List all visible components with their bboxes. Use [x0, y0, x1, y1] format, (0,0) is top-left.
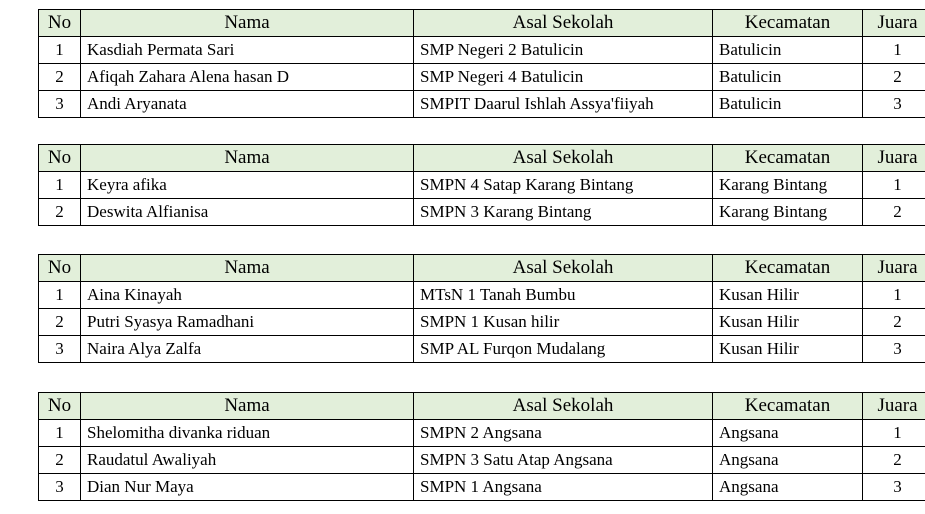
cell-nama: Aina Kinayah — [81, 282, 414, 309]
table-row — [39, 447, 925, 474]
table-row — [39, 199, 925, 226]
cell-kecamatan: Kusan Hilir — [713, 336, 863, 363]
table-row — [39, 420, 925, 447]
cell-no: 1 — [39, 282, 81, 309]
cell-nama: Shelomitha divanka riduan — [81, 420, 414, 447]
cell-juara: 2 — [863, 309, 925, 336]
header-asal-sekolah: Asal Sekolah — [414, 393, 713, 420]
cell-asal-sekolah: SMPN 2 Angsana — [414, 420, 713, 447]
header-nama: Nama — [81, 255, 414, 282]
cell-nama: Afiqah Zahara Alena hasan D — [81, 64, 414, 91]
table-header-row — [39, 255, 925, 282]
cell-asal-sekolah: SMP Negeri 4 Batulicin — [414, 64, 713, 91]
cell-asal-sekolah: SMPN 1 Kusan hilir — [414, 309, 713, 336]
cell-kecamatan: Karang Bintang — [713, 199, 863, 226]
cell-no: 3 — [39, 474, 81, 501]
cell-juara: 3 — [863, 474, 925, 501]
cell-kecamatan: Kusan Hilir — [713, 282, 863, 309]
cell-juara: 2 — [863, 199, 925, 226]
header-nama: Nama — [81, 393, 414, 420]
header-no: No — [39, 145, 81, 172]
cell-asal-sekolah: MTsN 1 Tanah Bumbu — [414, 282, 713, 309]
table-row — [39, 282, 925, 309]
cell-kecamatan: Angsana — [713, 447, 863, 474]
cell-asal-sekolah: SMPIT Daarul Ishlah Assya'fiiyah — [414, 91, 713, 118]
results-table-kusan-hilir — [38, 254, 925, 363]
header-nama: Nama — [81, 145, 414, 172]
cell-nama: Andi Aryanata — [81, 91, 414, 118]
cell-juara: 1 — [863, 172, 925, 199]
table-header-row — [39, 145, 925, 172]
cell-nama: Raudatul Awaliyah — [81, 447, 414, 474]
header-no: No — [39, 10, 81, 37]
table-row — [39, 309, 925, 336]
cell-no: 3 — [39, 336, 81, 363]
results-table-karang-bintang — [38, 144, 925, 226]
header-no: No — [39, 255, 81, 282]
cell-kecamatan: Angsana — [713, 474, 863, 501]
cell-juara: 2 — [863, 64, 925, 91]
cell-no: 2 — [39, 64, 81, 91]
header-nama: Nama — [81, 10, 414, 37]
cell-kecamatan: Batulicin — [713, 64, 863, 91]
header-juara: Juara — [863, 10, 925, 37]
table-header-row — [39, 393, 925, 420]
table-row — [39, 336, 925, 363]
cell-juara: 3 — [863, 336, 925, 363]
cell-no: 2 — [39, 309, 81, 336]
cell-no: 1 — [39, 37, 81, 64]
header-juara: Juara — [863, 255, 925, 282]
header-kecamatan: Kecamatan — [713, 145, 863, 172]
cell-nama: Dian Nur Maya — [81, 474, 414, 501]
cell-asal-sekolah: SMPN 4 Satap Karang Bintang — [414, 172, 713, 199]
cell-nama: Naira Alya Zalfa — [81, 336, 414, 363]
results-table-batulicin — [38, 9, 925, 118]
cell-juara: 3 — [863, 91, 925, 118]
cell-kecamatan: Angsana — [713, 420, 863, 447]
cell-asal-sekolah: SMPN 3 Satu Atap Angsana — [414, 447, 713, 474]
cell-juara: 2 — [863, 447, 925, 474]
cell-nama: Deswita Alfianisa — [81, 199, 414, 226]
cell-no: 2 — [39, 199, 81, 226]
cell-juara: 1 — [863, 420, 925, 447]
cell-asal-sekolah: SMP AL Furqon Mudalang — [414, 336, 713, 363]
table-row — [39, 91, 925, 118]
cell-juara: 1 — [863, 37, 925, 64]
cell-nama: Kasdiah Permata Sari — [81, 37, 414, 64]
header-kecamatan: Kecamatan — [713, 10, 863, 37]
header-asal-sekolah: Asal Sekolah — [414, 255, 713, 282]
cell-nama: Putri Syasya Ramadhani — [81, 309, 414, 336]
cell-nama: Keyra afika — [81, 172, 414, 199]
cell-no: 3 — [39, 91, 81, 118]
header-juara: Juara — [863, 393, 925, 420]
cell-kecamatan: Karang Bintang — [713, 172, 863, 199]
cell-asal-sekolah: SMP Negeri 2 Batulicin — [414, 37, 713, 64]
cell-kecamatan: Batulicin — [713, 91, 863, 118]
results-table-angsana — [38, 392, 925, 501]
table-header-row — [39, 10, 925, 37]
header-juara: Juara — [863, 145, 925, 172]
cell-kecamatan: Batulicin — [713, 37, 863, 64]
cell-no: 2 — [39, 447, 81, 474]
header-asal-sekolah: Asal Sekolah — [414, 10, 713, 37]
cell-no: 1 — [39, 420, 81, 447]
header-asal-sekolah: Asal Sekolah — [414, 145, 713, 172]
header-kecamatan: Kecamatan — [713, 255, 863, 282]
cell-asal-sekolah: SMPN 1 Angsana — [414, 474, 713, 501]
table-row — [39, 64, 925, 91]
cell-juara: 1 — [863, 282, 925, 309]
table-row — [39, 172, 925, 199]
table-row — [39, 37, 925, 64]
table-row — [39, 474, 925, 501]
cell-no: 1 — [39, 172, 81, 199]
header-no: No — [39, 393, 81, 420]
header-kecamatan: Kecamatan — [713, 393, 863, 420]
cell-asal-sekolah: SMPN 3 Karang Bintang — [414, 199, 713, 226]
cell-kecamatan: Kusan Hilir — [713, 309, 863, 336]
